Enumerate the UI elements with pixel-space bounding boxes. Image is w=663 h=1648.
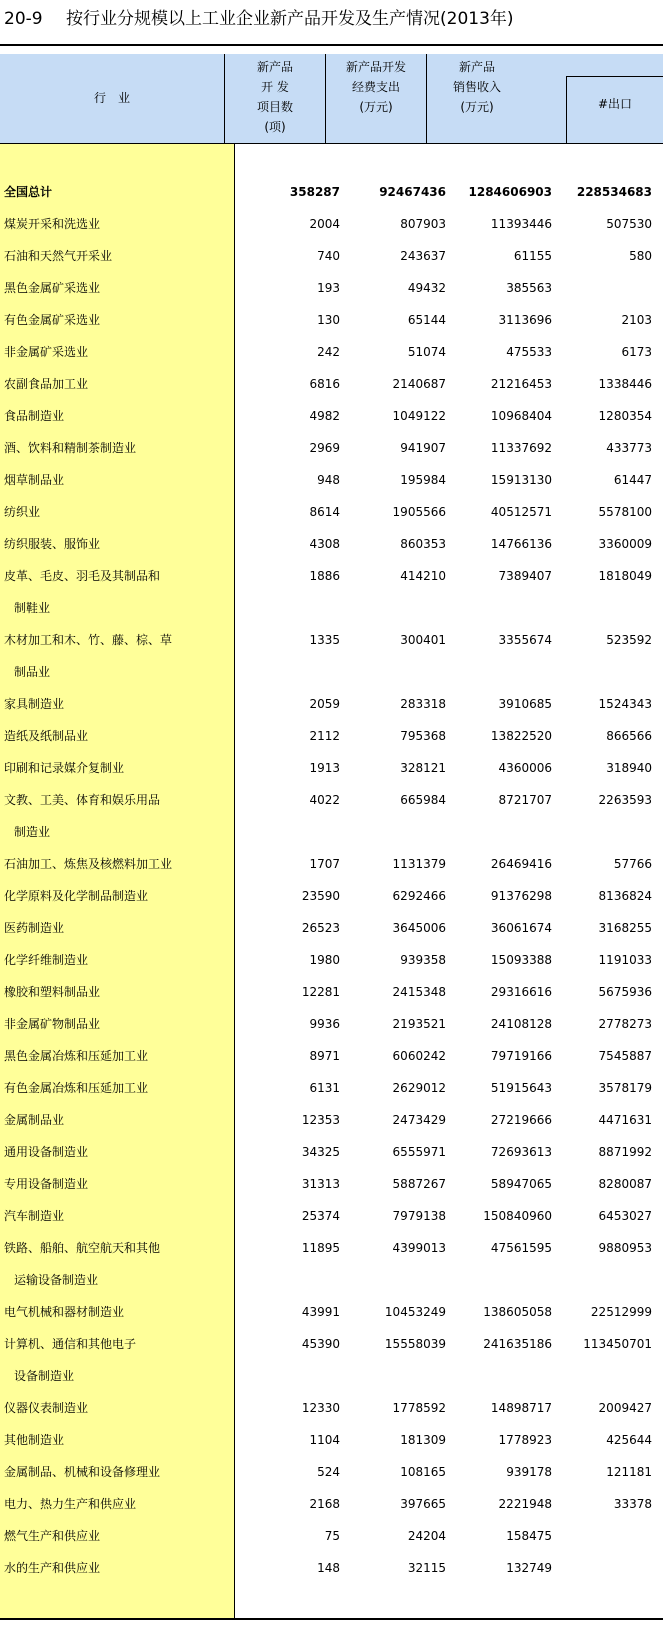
projects-cell: 358287 (289, 185, 340, 199)
export-cell: 121181 (606, 1465, 652, 1479)
industry-cell: 黑色金属冶炼和压延加工业 (4, 1049, 149, 1063)
header-expenditure (326, 54, 426, 143)
table-row (0, 1232, 663, 1264)
sales-cell: 10968404 (490, 409, 552, 423)
table-title (4, 4, 514, 34)
table-row (0, 1136, 663, 1168)
sales-cell: 91376298 (490, 889, 552, 903)
projects-cell: 23590 (301, 889, 340, 903)
sales-cell: 939178 (506, 1465, 552, 1479)
projects-cell: 4022 (309, 793, 340, 807)
header-export-label: #出口 (597, 97, 633, 111)
export-cell: 580 (629, 249, 652, 263)
table-row (0, 272, 663, 304)
industry-cell: 非金属矿采选业 (4, 345, 89, 359)
export-cell: 5675936 (598, 985, 652, 999)
sales-cell: 241635186 (483, 1337, 552, 1351)
sales-cell: 475533 (506, 345, 552, 359)
table-row (0, 1200, 663, 1232)
industry-cell: 煤炭开采和洗选业 (4, 217, 101, 231)
projects-cell: 6816 (309, 377, 340, 391)
table-row (0, 1168, 663, 1200)
projects-cell: 1104 (309, 1433, 340, 1447)
sales-cell: 47561595 (490, 1241, 552, 1255)
export-cell: 6453027 (598, 1209, 652, 1223)
table-row (0, 1424, 663, 1456)
export-cell: 2778273 (598, 1017, 652, 1031)
export-cell: 6173 (621, 345, 652, 359)
projects-cell: 31313 (301, 1177, 340, 1191)
export-cell: 3578179 (598, 1081, 652, 1095)
sales-cell: 15093388 (490, 953, 552, 967)
projects-cell: 2168 (309, 1497, 340, 1511)
industry-cell: 有色金属冶炼和压延加工业 (4, 1081, 149, 1095)
expenditure-cell: 941907 (400, 441, 446, 455)
projects-cell: 12353 (301, 1113, 340, 1127)
projects-cell: 45390 (301, 1337, 340, 1351)
sales-cell: 132749 (506, 1561, 552, 1575)
industry-cell: 通用设备制造业 (4, 1145, 89, 1159)
expenditure-cell: 181309 (400, 1433, 446, 1447)
export-cell: 22512999 (590, 1305, 652, 1319)
export-cell: 61447 (613, 473, 652, 487)
projects-cell: 6131 (309, 1081, 340, 1095)
table-row (0, 1040, 663, 1072)
header-sales (427, 54, 527, 143)
export-cell: 7545887 (598, 1049, 652, 1063)
expenditure-cell: 397665 (400, 1497, 446, 1511)
table-row (0, 464, 663, 496)
expenditure-cell: 860353 (400, 537, 446, 551)
industry-cell: 化学原料及化学制品制造业 (4, 889, 149, 903)
header-projects (225, 54, 325, 143)
export-cell: 1191033 (598, 953, 652, 967)
expenditure-cell: 2140687 (392, 377, 446, 391)
industry-cell: 黑色金属矿采选业 (4, 281, 101, 295)
industry-cell: 农副食品加工业 (4, 377, 89, 391)
table-row (0, 368, 663, 400)
projects-cell: 130 (317, 313, 340, 327)
table-row (0, 304, 663, 336)
projects-cell: 1913 (309, 761, 340, 775)
sales-cell: 72693613 (490, 1145, 552, 1159)
sales-cell: 61155 (513, 249, 552, 263)
export-cell: 57766 (613, 857, 652, 871)
industry-cell: 金属制品业 (4, 1113, 65, 1127)
industry-cell: 皮革、毛皮、羽毛及其制品和 (4, 569, 161, 583)
projects-cell: 1335 (309, 633, 340, 647)
export-cell: 8871992 (598, 1145, 652, 1159)
expenditure-cell: 283318 (400, 697, 446, 711)
table-row (0, 208, 663, 240)
projects-cell: 242 (317, 345, 340, 359)
industry-cell: 木材加工和木、竹、藤、棕、草 (4, 633, 173, 647)
export-cell: 318940 (606, 761, 652, 775)
bottom-rule (0, 1618, 663, 1620)
table-row (0, 1360, 663, 1392)
table-row (0, 784, 663, 816)
export-cell: 8280087 (598, 1177, 652, 1191)
header-projects-line2: 开 发 (261, 80, 289, 94)
table-row (0, 496, 663, 528)
expenditure-cell: 2415348 (392, 985, 446, 999)
sales-cell: 27219666 (490, 1113, 552, 1127)
sales-cell: 15913130 (490, 473, 552, 487)
table-row (0, 432, 663, 464)
table-row (0, 1104, 663, 1136)
table-row (0, 912, 663, 944)
export-cell: 1280354 (598, 409, 652, 423)
industry-cell: 造纸及纸制品业 (4, 729, 89, 743)
table-row (0, 336, 663, 368)
sales-cell: 58947065 (490, 1177, 552, 1191)
expenditure-cell: 32115 (407, 1561, 446, 1575)
sales-cell: 1778923 (498, 1433, 552, 1447)
header-projects-line4: (项) (264, 120, 286, 134)
industry-cell: 化学纤维制造业 (4, 953, 89, 967)
export-cell: 8136824 (598, 889, 652, 903)
sales-cell: 8721707 (498, 793, 552, 807)
table-body (0, 176, 663, 1584)
expenditure-cell: 665984 (400, 793, 446, 807)
industry-cell: 纺织业 (4, 505, 41, 519)
industry-cell: 运输设备制造业 (14, 1273, 99, 1287)
export-cell: 507530 (606, 217, 652, 231)
industry-cell: 食品制造业 (4, 409, 65, 423)
projects-cell: 8614 (309, 505, 340, 519)
header-divider (224, 54, 225, 143)
projects-cell: 524 (317, 1465, 340, 1479)
export-cell: 9880953 (598, 1241, 652, 1255)
table-row-total (0, 176, 663, 208)
projects-cell: 75 (324, 1529, 340, 1543)
expenditure-cell: 4399013 (392, 1241, 446, 1255)
header-sales-line3: (万元) (460, 100, 494, 114)
export-cell: 1338446 (598, 377, 652, 391)
header-industry-label: 行 业 (93, 91, 130, 105)
projects-cell: 2004 (309, 217, 340, 231)
header-divider (566, 76, 567, 143)
expenditure-cell: 1049122 (392, 409, 446, 423)
projects-cell: 740 (317, 249, 340, 263)
header-divider (426, 54, 427, 143)
sales-cell: 3113696 (498, 313, 552, 327)
expenditure-cell: 328121 (400, 761, 446, 775)
industry-cell: 酒、饮料和精制茶制造业 (4, 441, 137, 455)
projects-cell: 2112 (309, 729, 340, 743)
projects-cell: 1980 (309, 953, 340, 967)
sales-cell: 2221948 (498, 1497, 552, 1511)
table-row (0, 720, 663, 752)
sales-cell: 29316616 (490, 985, 552, 999)
projects-cell: 2059 (309, 697, 340, 711)
header-divider (325, 54, 326, 143)
projects-cell: 43991 (301, 1305, 340, 1319)
table-row (0, 1328, 663, 1360)
table-row (0, 880, 663, 912)
table-row (0, 1072, 663, 1104)
table-title-text: 按行业分规模以上工业企业新产品开发及生产情况(2013年) (66, 9, 514, 29)
export-cell: 2009427 (598, 1401, 652, 1415)
projects-cell: 1886 (309, 569, 340, 583)
industry-cell: 橡胶和塑料制品业 (4, 985, 101, 999)
industry-cell: 设备制造业 (14, 1369, 75, 1383)
projects-cell: 8971 (309, 1049, 340, 1063)
projects-cell: 148 (317, 1561, 340, 1575)
expenditure-cell: 24204 (407, 1529, 446, 1543)
industry-cell: 家具制造业 (4, 697, 65, 711)
export-cell: 5578100 (598, 505, 652, 519)
industry-cell: 石油和天然气开采业 (4, 249, 113, 263)
projects-cell: 12281 (301, 985, 340, 999)
table-row (0, 656, 663, 688)
top-rule (0, 44, 663, 46)
sales-cell: 14898717 (490, 1401, 552, 1415)
export-cell: 1524343 (598, 697, 652, 711)
header-industry (0, 54, 224, 143)
sales-cell: 26469416 (490, 857, 552, 871)
industry-cell: 石油加工、炼焦及核燃料加工业 (4, 857, 173, 871)
sales-cell: 40512571 (490, 505, 552, 519)
industry-cell: 文教、工美、体育和娱乐用品 (4, 793, 161, 807)
industry-cell: 有色金属矿采选业 (4, 313, 101, 327)
projects-cell: 9936 (309, 1017, 340, 1031)
sales-cell: 11337692 (490, 441, 552, 455)
sales-cell: 13822520 (490, 729, 552, 743)
industry-cell: 纺织服装、服饰业 (4, 537, 101, 551)
export-cell: 3360009 (598, 537, 652, 551)
header-subdivider (566, 76, 663, 77)
table-row (0, 624, 663, 656)
industry-cell: 其他制造业 (4, 1433, 65, 1447)
industry-cell: 电气机械和器材制造业 (4, 1305, 125, 1319)
expenditure-cell: 6060242 (392, 1049, 446, 1063)
industry-cell: 铁路、船舶、航空航天和其他 (4, 1241, 161, 1255)
industry-cell: 仪器仪表制造业 (4, 1401, 89, 1415)
sales-cell: 14766136 (490, 537, 552, 551)
table-row (0, 752, 663, 784)
export-cell: 228534683 (576, 185, 652, 199)
sales-cell: 79719166 (490, 1049, 552, 1063)
expenditure-cell: 795368 (400, 729, 446, 743)
expenditure-cell: 807903 (400, 217, 446, 231)
header-projects-line3: 项目数 (256, 100, 293, 114)
table-row (0, 944, 663, 976)
table-row (0, 1264, 663, 1296)
projects-cell: 1707 (309, 857, 340, 871)
expenditure-cell: 65144 (407, 313, 446, 327)
table-number: 20-9 (4, 9, 43, 29)
sales-cell: 51915643 (490, 1081, 552, 1095)
table-row (0, 1456, 663, 1488)
expenditure-cell: 243637 (400, 249, 446, 263)
industry-cell: 制造业 (14, 825, 51, 839)
expenditure-cell: 3645006 (392, 921, 446, 935)
industry-cell: 印刷和记录媒介复制业 (4, 761, 125, 775)
expenditure-cell: 300401 (400, 633, 446, 647)
export-cell: 866566 (606, 729, 652, 743)
sales-cell: 36061674 (490, 921, 552, 935)
projects-cell: 26523 (301, 921, 340, 935)
expenditure-cell: 6292466 (392, 889, 446, 903)
industry-cell: 专用设备制造业 (4, 1177, 89, 1191)
expenditure-cell: 939358 (400, 953, 446, 967)
industry-cell: 水的生产和供应业 (4, 1561, 101, 1575)
export-cell: 2263593 (598, 793, 652, 807)
expenditure-cell: 2629012 (392, 1081, 446, 1095)
projects-cell: 34325 (301, 1145, 340, 1159)
industry-cell: 非金属矿物制品业 (4, 1017, 101, 1031)
projects-cell: 193 (317, 281, 340, 295)
table-row (0, 1296, 663, 1328)
expenditure-cell: 10453249 (384, 1305, 446, 1319)
export-cell: 433773 (606, 441, 652, 455)
header-expenditure-line3: (万元) (359, 100, 393, 114)
expenditure-cell: 49432 (407, 281, 446, 295)
industry-cell: 金属制品、机械和设备修理业 (4, 1465, 161, 1479)
export-cell: 1818049 (598, 569, 652, 583)
sales-cell: 11393446 (490, 217, 552, 231)
header-sales-line1: 新产品 (458, 60, 495, 74)
table-row (0, 1520, 663, 1552)
table-row (0, 592, 663, 624)
sales-cell: 7389407 (498, 569, 552, 583)
industry-cell: 全国总计 (4, 185, 53, 199)
table-row (0, 976, 663, 1008)
sales-cell: 1284606903 (468, 185, 552, 199)
expenditure-cell: 195984 (400, 473, 446, 487)
projects-cell: 948 (317, 473, 340, 487)
table-row (0, 1552, 663, 1584)
table-row (0, 528, 663, 560)
industry-cell: 计算机、通信和其他电子 (4, 1337, 137, 1351)
sales-cell: 150840960 (483, 1209, 552, 1223)
export-cell: 2103 (621, 313, 652, 327)
projects-cell: 4308 (309, 537, 340, 551)
industry-cell: 燃气生产和供应业 (4, 1529, 101, 1543)
expenditure-cell: 1131379 (392, 857, 446, 871)
industry-cell: 汽车制造业 (4, 1209, 65, 1223)
expenditure-cell: 15558039 (384, 1337, 446, 1351)
header-projects-line1: 新产品 (256, 60, 293, 74)
table-header (0, 54, 663, 144)
expenditure-cell: 108165 (400, 1465, 446, 1479)
expenditure-cell: 6555971 (392, 1145, 446, 1159)
expenditure-cell: 7979138 (392, 1209, 446, 1223)
table-row (0, 240, 663, 272)
expenditure-cell: 414210 (400, 569, 446, 583)
table-row (0, 1008, 663, 1040)
export-cell: 425644 (606, 1433, 652, 1447)
header-export (567, 54, 663, 143)
table-row (0, 1488, 663, 1520)
industry-cell: 烟草制品业 (4, 473, 65, 487)
sales-cell: 3910685 (498, 697, 552, 711)
expenditure-cell: 1778592 (392, 1401, 446, 1415)
expenditure-cell: 5887267 (392, 1177, 446, 1191)
sales-cell: 158475 (506, 1529, 552, 1543)
export-cell: 523592 (606, 633, 652, 647)
projects-cell: 11895 (301, 1241, 340, 1255)
table-row (0, 400, 663, 432)
industry-cell: 医药制造业 (4, 921, 65, 935)
industry-cell: 电力、热力生产和供应业 (4, 1497, 137, 1511)
industry-cell: 制鞋业 (14, 601, 51, 615)
expenditure-cell: 92467436 (379, 185, 446, 199)
sales-cell: 4360006 (498, 761, 552, 775)
expenditure-cell: 2193521 (392, 1017, 446, 1031)
table-row (0, 1392, 663, 1424)
table-row (0, 816, 663, 848)
export-cell: 33378 (613, 1497, 652, 1511)
sales-cell: 21216453 (490, 377, 552, 391)
header-sales-line2: 销售收入 (452, 80, 501, 94)
table-row (0, 560, 663, 592)
table-row (0, 848, 663, 880)
sales-cell: 385563 (506, 281, 552, 295)
projects-cell: 4982 (309, 409, 340, 423)
projects-cell: 25374 (301, 1209, 340, 1223)
expenditure-cell: 2473429 (392, 1113, 446, 1127)
sales-cell: 24108128 (490, 1017, 552, 1031)
expenditure-cell: 51074 (407, 345, 446, 359)
table-row (0, 688, 663, 720)
industry-cell: 制品业 (14, 665, 51, 679)
export-cell: 4471631 (598, 1113, 652, 1127)
sales-cell: 3355674 (498, 633, 552, 647)
header-expenditure-line2: 经费支出 (351, 80, 400, 94)
projects-cell: 2969 (309, 441, 340, 455)
sales-cell: 138605058 (483, 1305, 552, 1319)
export-cell: 3168255 (598, 921, 652, 935)
header-expenditure-line1: 新产品开发 (345, 60, 406, 74)
export-cell: 113450701 (583, 1337, 652, 1351)
expenditure-cell: 1905566 (392, 505, 446, 519)
projects-cell: 12330 (301, 1401, 340, 1415)
